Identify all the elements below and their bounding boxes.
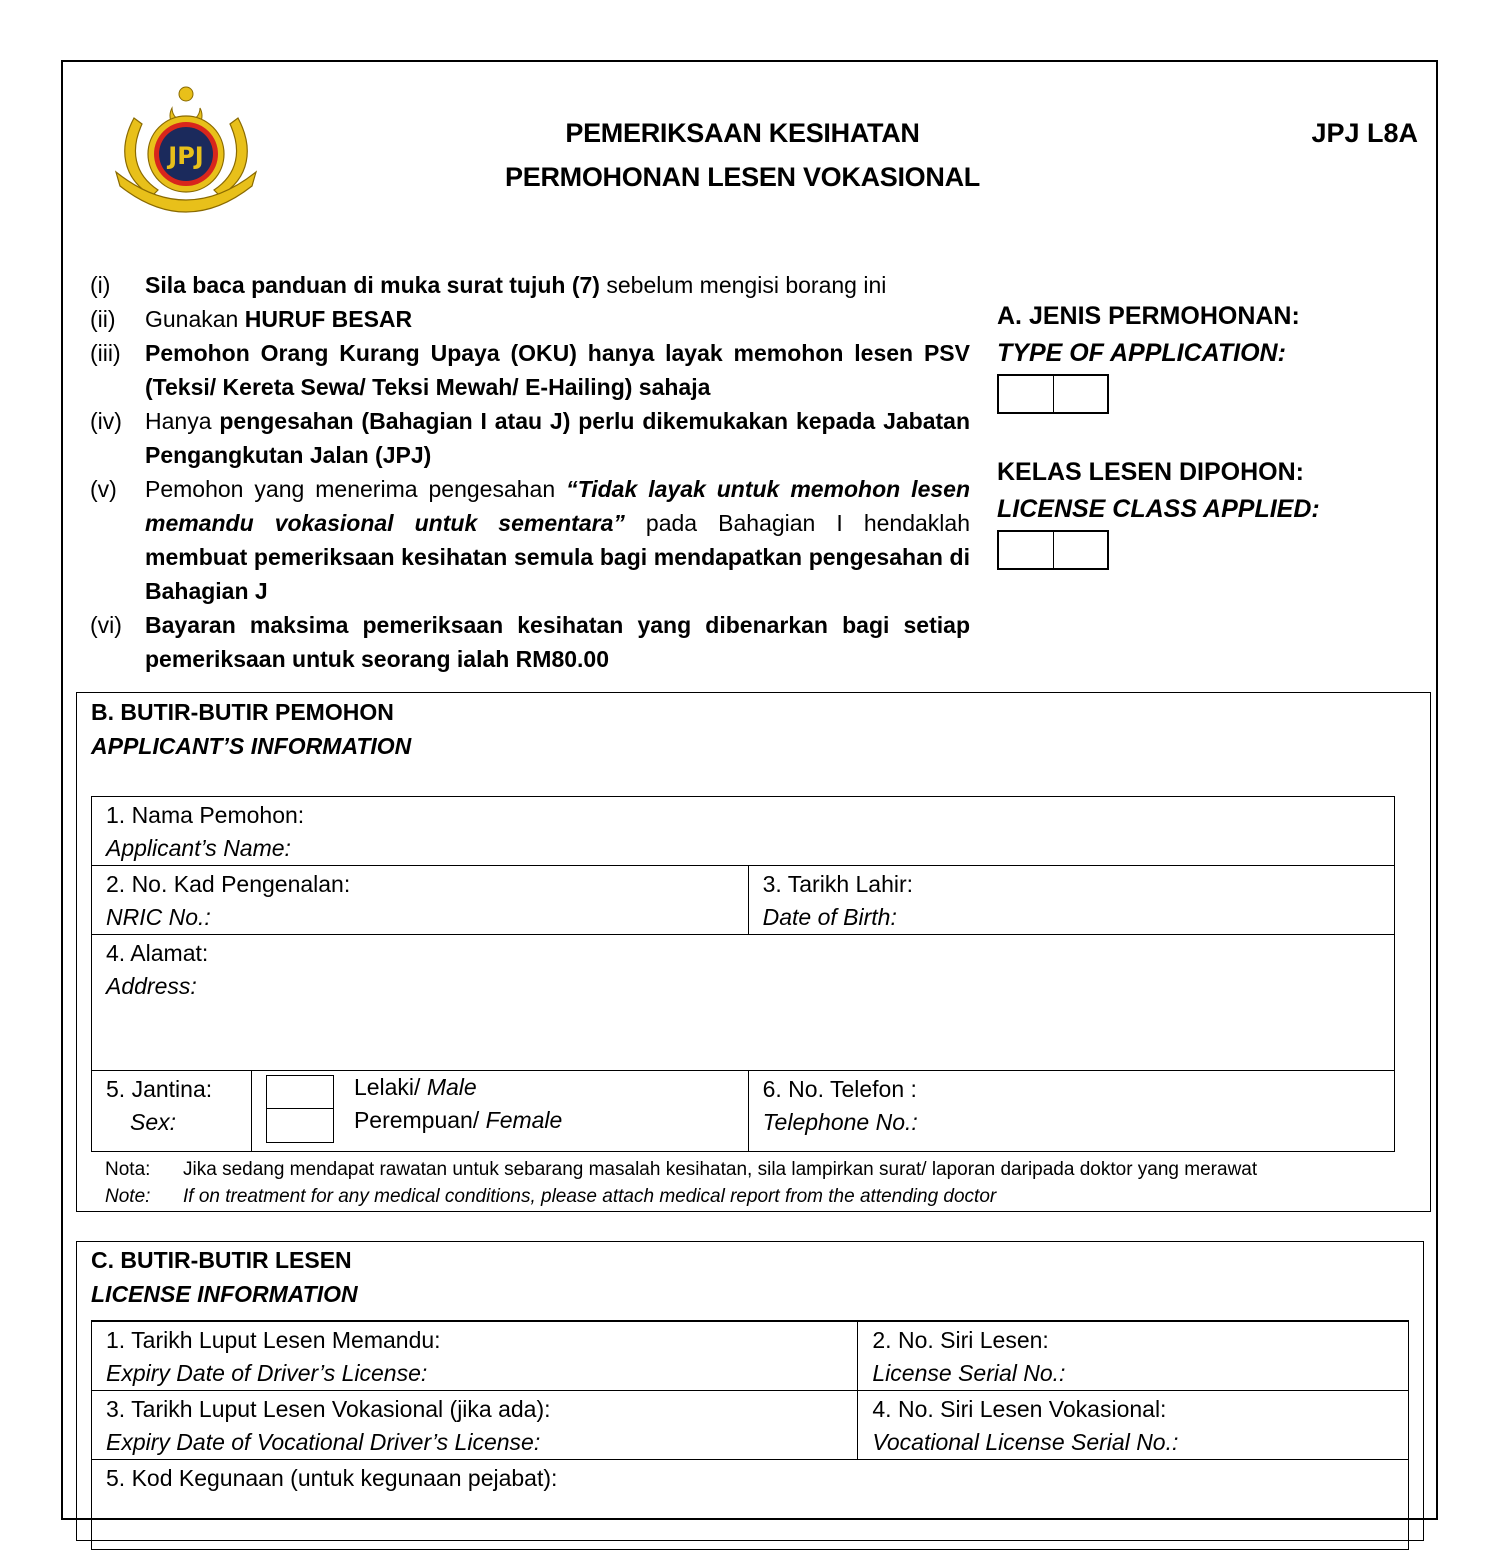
sex-options (251, 1071, 748, 1152)
application-type-box-2[interactable] (1053, 376, 1108, 412)
sex-female-checkbox[interactable] (266, 1109, 334, 1143)
nric-field[interactable]: 2. No. Kad Pengenalan: NRIC No.: (92, 866, 749, 935)
section-c-title: C. BUTIR-BUTIR LESEN LICENSE INFORMATION (91, 1247, 358, 1307)
instruction-text: Pemohon yang menerima pengesahan “Tidak layak untuk memohon lesen memandu vokasional untuk sementara” pada Bahagian I hendaklah membuat pemeriksaan kesihatan semula bagi mendapatkan pengesahan di Bahagian J (145, 476, 970, 604)
sex-male-checkbox[interactable] (266, 1075, 334, 1109)
section-b-title: B. BUTIR-BUTIR PEMOHON APPLICANT’S INFORMATION (91, 699, 412, 759)
application-type-box-1[interactable] (999, 376, 1053, 412)
instruction-item (90, 302, 970, 336)
instruction-number: (iv) (90, 408, 122, 434)
sex-label: 5. Jantina: Sex: (92, 1071, 252, 1152)
instruction-number: (ii) (90, 306, 116, 332)
instruction-item (90, 472, 970, 608)
license-class-subheading: LICENSE CLASS APPLIED: (997, 495, 1320, 523)
instruction-item (90, 608, 970, 676)
vocational-expiry-field[interactable]: 3. Tarikh Luput Lesen Vokasional (jika ada): Expiry Date of Vocational Driver’s License: (92, 1391, 858, 1460)
instruction-item (90, 404, 970, 472)
application-type-heading: A. JENIS PERMOHONAN: (997, 302, 1300, 330)
medical-note: Nota: Jika sedang mendapat rawatan untuk sebarang masalah kesihatan, sila lampirkan surat/ laporan daripada doktor yang merawat Note: If on treatment for any medical conditions, please attach medical report from the attending doctor (105, 1159, 1258, 1207)
applicant-info-table (91, 796, 1395, 1152)
instruction-text: Pemohon Orang Kurang Upaya (OKU) hanya layak memohon lesen PSV (Teksi/ Kereta Sewa/ Teksi Mewah/ E-Hailing) sahaja (145, 340, 970, 400)
application-type-subheading: TYPE OF APPLICATION: (997, 339, 1286, 367)
license-serial-field[interactable]: 2. No. Siri Lesen: License Serial No.: (858, 1321, 1409, 1391)
instruction-text: Bayaran maksima pemeriksaan kesihatan yang dibenarkan bagi setiap pemeriksaan untuk seorang ialah RM80.00 (145, 612, 970, 672)
instruction-text: Hanya pengesahan (Bahagian I atau J) perlu dikemukakan kepada Jabatan Pengangkutan Jalan (JPJ) (145, 408, 971, 468)
license-class-heading: KELAS LESEN DIPOHON: (997, 458, 1304, 486)
usage-code-field[interactable]: 5. Kod Kegunaan (untuk kegunaan pejabat): (92, 1460, 1409, 1550)
applicant-name-field[interactable]: 1. Nama Pemohon: Applicant’s Name: (92, 797, 1395, 866)
instruction-text: Sila baca panduan di muka surat tujuh (7) sebelum mengisi borang ini (145, 272, 887, 298)
form-title-line2: PERMOHONAN LESEN VOKASIONAL (505, 162, 980, 192)
application-type-input[interactable] (997, 374, 1109, 414)
license-expiry-field[interactable]: 1. Tarikh Luput Lesen Memandu: Expiry Date of Driver’s License: (92, 1321, 858, 1391)
instruction-number: (v) (90, 476, 117, 502)
jpj-crest-icon (112, 78, 260, 220)
instruction-text: Gunakan HURUF BESAR (145, 306, 413, 332)
instruction-number: (iii) (90, 340, 121, 366)
license-class-box-1[interactable] (999, 532, 1053, 568)
vocational-serial-field[interactable]: 4. No. Siri Lesen Vokasional: Vocational License Serial No.: (858, 1391, 1409, 1460)
license-info-table (91, 1320, 1409, 1550)
instruction-item (90, 268, 970, 302)
section-a (997, 298, 1397, 570)
address-field[interactable]: 4. Alamat: Address: (92, 935, 1395, 1071)
license-class-input[interactable] (997, 530, 1109, 570)
svg-text:JPJ: JPJ (168, 142, 204, 170)
telephone-field[interactable]: 6. No. Telefon : Telephone No.: (748, 1071, 1394, 1152)
date-of-birth-field[interactable]: 3. Tarikh Lahir: Date of Birth: (748, 866, 1394, 935)
sex-female-label: Perempuan/ Female (353, 1107, 563, 1133)
section-c-license-info (76, 1241, 1424, 1541)
form-code: JPJ L8A (1311, 118, 1418, 148)
instructions-list (90, 268, 970, 676)
license-class-box-2[interactable] (1053, 532, 1108, 568)
instruction-number: (i) (90, 272, 111, 298)
section-b-applicant-info (76, 692, 1431, 1212)
sex-male-label: Lelaki/ Male (353, 1074, 477, 1100)
form-title-line1: PEMERIKSAAN KESIHATAN (565, 118, 920, 148)
instruction-item (90, 336, 970, 404)
instruction-number: (vi) (90, 612, 122, 638)
